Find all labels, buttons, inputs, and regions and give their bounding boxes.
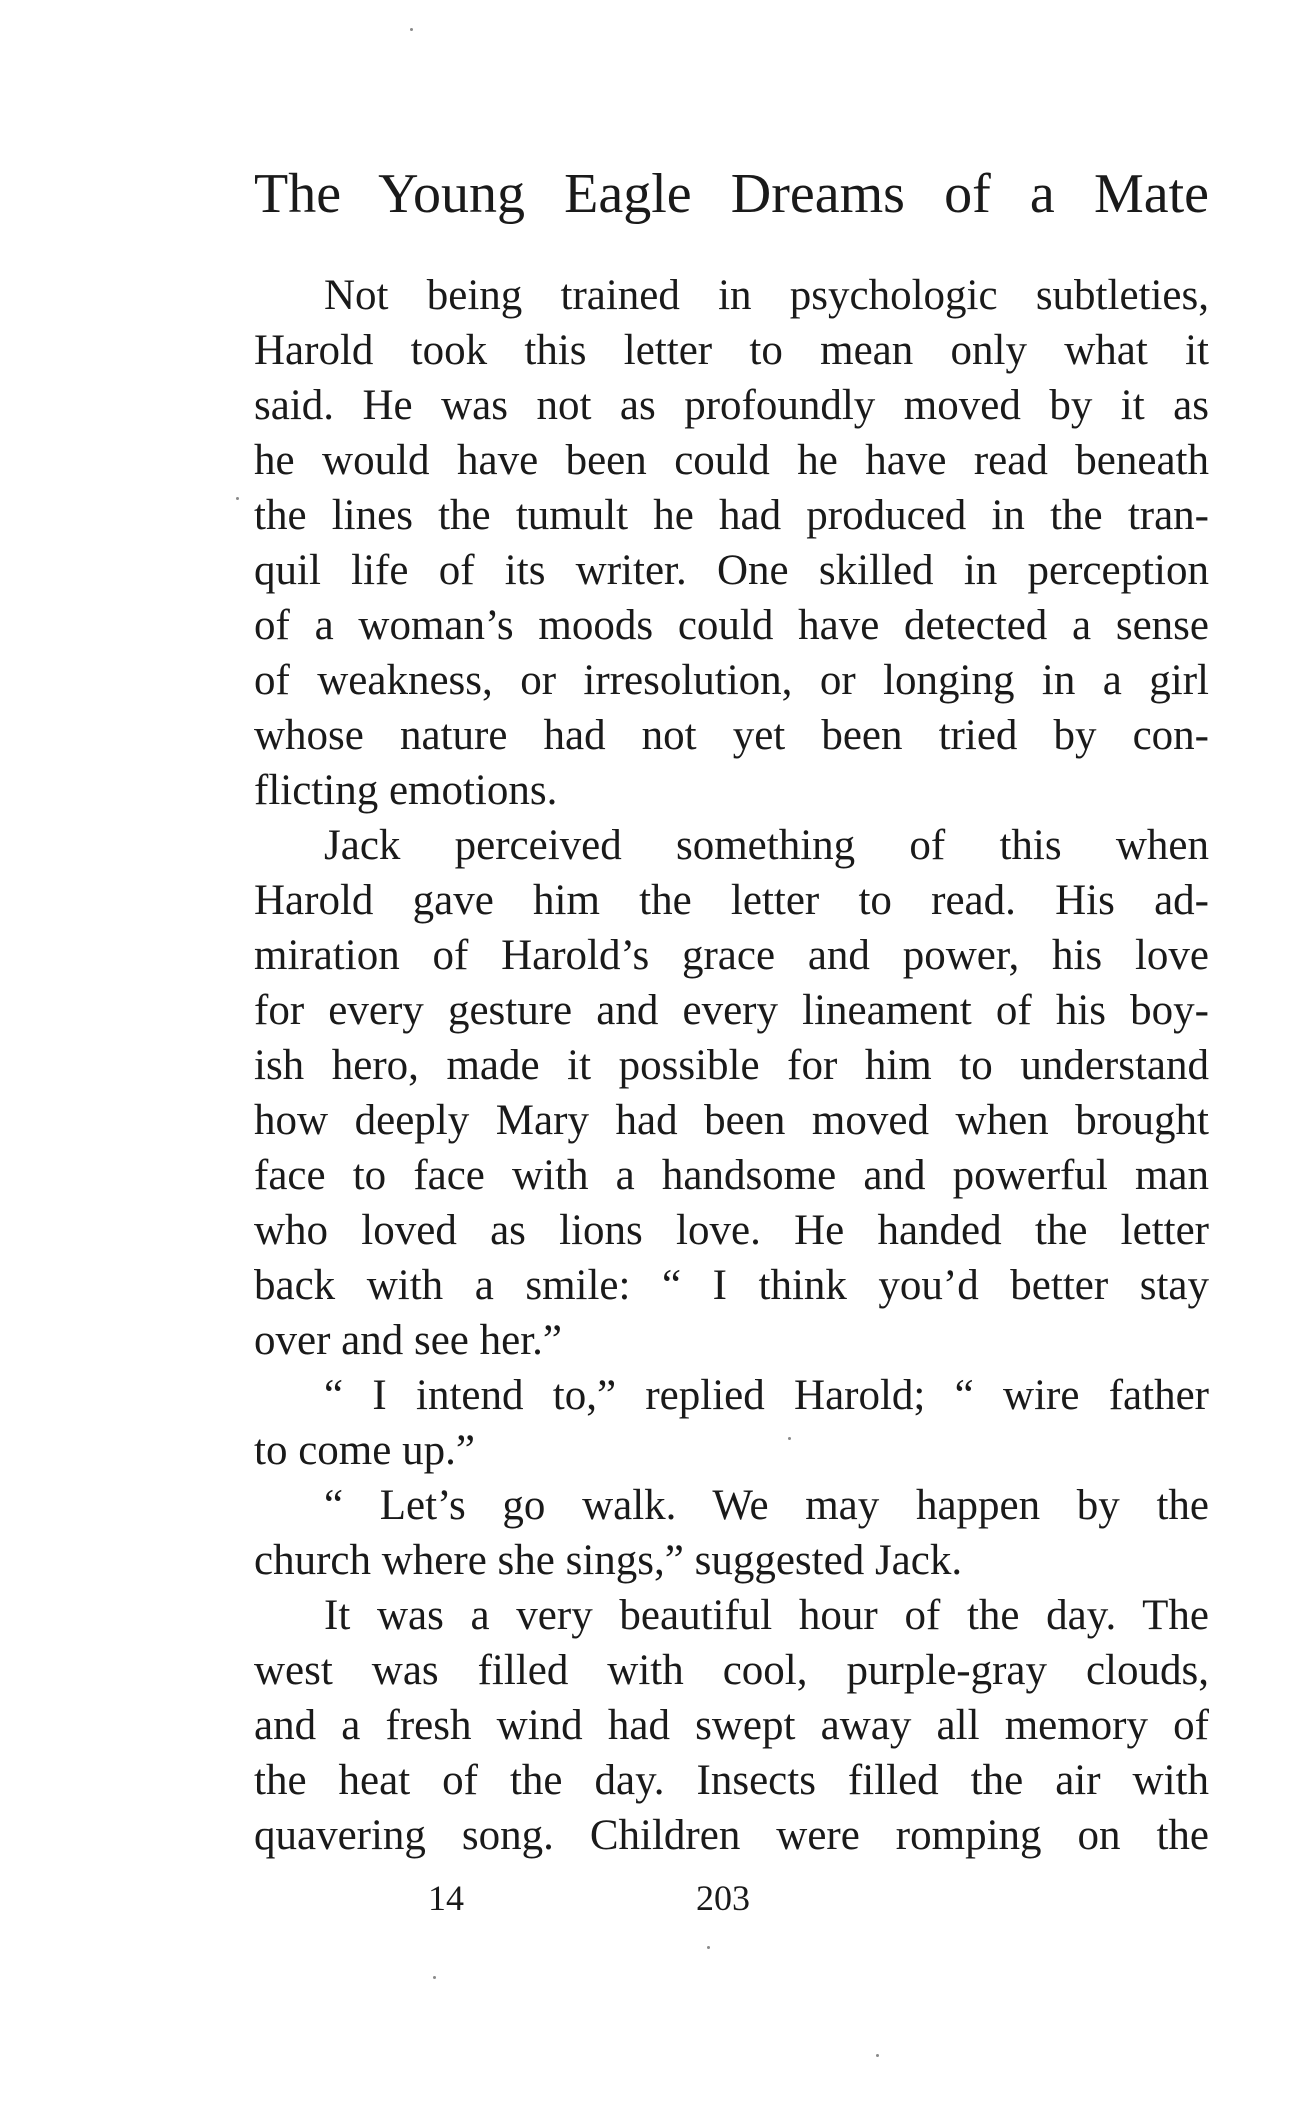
text-line: and a fresh wind had swept away all memory of — [254, 1702, 1209, 1749]
signature-mark: 14 — [428, 1878, 464, 1918]
text-line: quil life of its writer. One skilled in perception — [254, 547, 1209, 594]
running-head: The Young Eagle Dreams of a Mate — [254, 163, 1209, 225]
paper-speck — [433, 1976, 436, 1979]
text-line: Jack perceived something of this when — [324, 822, 1209, 869]
paper-speck — [876, 2054, 879, 2057]
paper-speck — [236, 497, 239, 500]
text-line: flicting emotions. — [254, 767, 558, 814]
text-line: It was a very beautiful hour of the day. The — [324, 1592, 1209, 1639]
text-line: “ I intend to,” replied Harold; “ wire father — [324, 1372, 1209, 1419]
text-line: whose nature had not yet been tried by con- — [254, 712, 1209, 759]
text-line: who loved as lions love. He handed the letter — [254, 1207, 1209, 1254]
paper-speck — [410, 28, 413, 31]
text-line: for every gesture and every lineament of his boy- — [254, 987, 1209, 1034]
text-line: over and see her.” — [254, 1317, 563, 1364]
text-line: Harold gave him the letter to read. His ad- — [254, 877, 1209, 924]
text-line: to come up.” — [254, 1427, 475, 1474]
text-line: face to face with a handsome and powerful man — [254, 1152, 1209, 1199]
text-line: of a woman’s moods could have detected a sense — [254, 602, 1209, 649]
text-line: how deeply Mary had been moved when brought — [254, 1097, 1209, 1144]
text-line: Harold took this letter to mean only what it — [254, 327, 1209, 374]
text-line: west was filled with cool, purple-gray clouds, — [254, 1647, 1209, 1694]
text-line: “ Let’s go walk. We may happen by the — [324, 1482, 1209, 1529]
text-line: back with a smile: “ I think you’d better stay — [254, 1262, 1209, 1309]
page-number: 203 — [696, 1878, 750, 1918]
text-line: ish hero, made it possible for him to understand — [254, 1042, 1209, 1089]
text-line: quavering song. Children were romping on the — [254, 1812, 1209, 1859]
text-line: the lines the tumult he had produced in the tran- — [254, 492, 1209, 539]
body-text — [254, 268, 1209, 1863]
text-line: of weakness, or irresolution, or longing in a girl — [254, 657, 1209, 704]
text-line: miration of Harold’s grace and power, his love — [254, 932, 1209, 979]
paper-speck — [707, 1946, 710, 1949]
text-line: said. He was not as profoundly moved by it as — [254, 382, 1209, 429]
text-line: he would have been could he have read beneath — [254, 437, 1209, 484]
paper-speck — [788, 1437, 791, 1440]
text-line: Not being trained in psychologic subtleties, — [324, 272, 1209, 319]
text-line: the heat of the day. Insects filled the air with — [254, 1757, 1209, 1804]
text-line: church where she sings,” suggested Jack. — [254, 1537, 963, 1584]
